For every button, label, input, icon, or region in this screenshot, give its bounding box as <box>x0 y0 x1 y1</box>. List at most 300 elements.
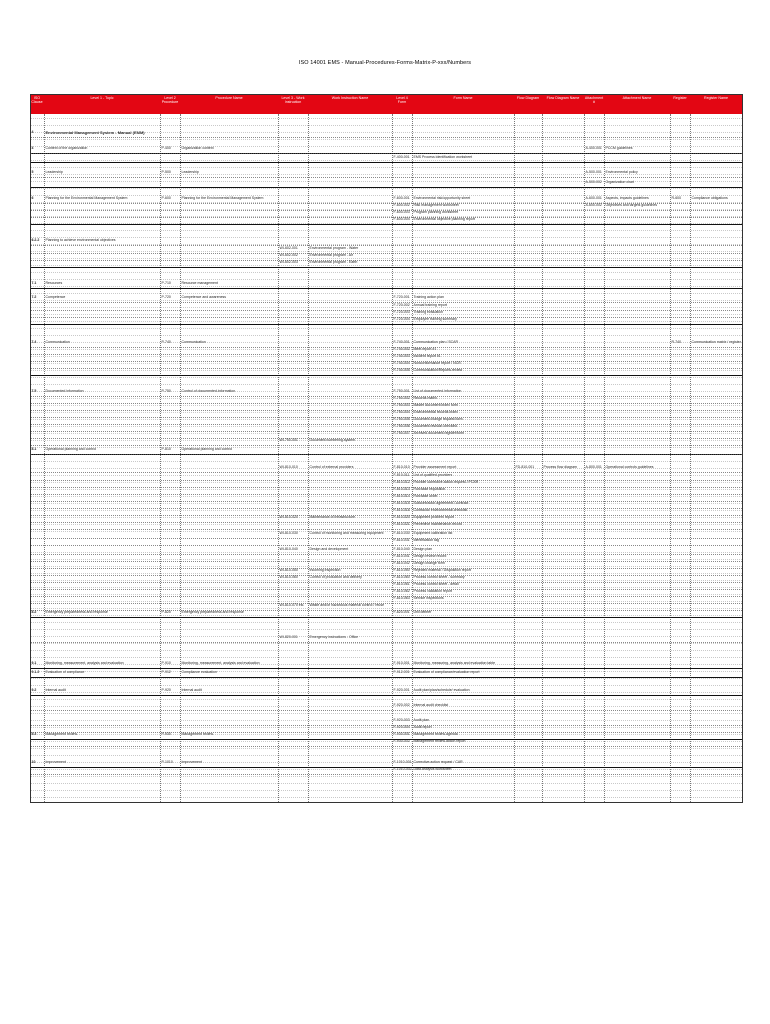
cell-formname: Master document index form <box>413 403 458 407</box>
table-row <box>30 196 742 202</box>
cell-level1: Internal audit <box>45 688 66 692</box>
cell-register: R-740 <box>671 340 682 344</box>
cell-level1: Operational planning and control <box>45 447 97 451</box>
grid-row-line <box>30 734 742 735</box>
cell-level2: P-600 <box>161 196 171 200</box>
cell-attachname: Objectives and targets guidelines <box>605 203 658 207</box>
cell-level4: F-720-001 <box>393 295 410 299</box>
grid-row-line <box>30 293 742 294</box>
grid-row-line <box>30 517 742 518</box>
header-procname: Procedure Name <box>215 96 243 100</box>
grid-row-line <box>30 657 742 658</box>
cell-level2: P-810 <box>161 447 171 451</box>
grid-row-line <box>30 566 742 567</box>
header-level2: Level 2 Procedure <box>161 96 179 105</box>
cell-procname: Improvement <box>181 760 202 764</box>
cell-level3: WI-810-020 <box>279 515 298 519</box>
grid-row-line <box>30 349 742 350</box>
grid-row-line <box>30 748 742 749</box>
cell-clause: 4 <box>31 130 34 134</box>
cell-clause: 6.2.2 <box>31 238 40 242</box>
grid-row-line <box>30 524 742 525</box>
cell-level2: P-1010 <box>161 760 173 764</box>
cell-level2: P-740 <box>161 340 171 344</box>
header-clause: ISO Clause <box>31 96 43 105</box>
cell-formname: Archived document register/form <box>413 431 465 435</box>
grid-row-line <box>30 587 742 588</box>
grid-row-line <box>30 398 742 399</box>
cell-level1: Planning to achieve environmental objectives <box>45 238 116 242</box>
cell-formname: Process control sheet - summary <box>413 575 465 579</box>
cell-level4: F-740-005 <box>393 368 410 372</box>
cell-attachname: Aspects, impacts guidelines <box>605 196 649 200</box>
cell-level3: WI-810-010 <box>279 465 298 469</box>
cell-level4: F-600-004 <box>393 217 410 221</box>
cell-level3: WI-602-002 <box>279 253 298 257</box>
cell-level4: F-750-007 <box>393 431 410 435</box>
row-divider <box>30 324 742 325</box>
cell-formname: Audit report <box>413 725 432 729</box>
cell-level4: F-810-060 <box>393 575 410 579</box>
cell-formname: Identification tag <box>413 538 439 542</box>
cell-level1: Evaluation of compliance <box>45 670 85 674</box>
grid-row-line <box>30 594 742 595</box>
row-divider <box>30 288 742 289</box>
grid-row-line <box>30 125 742 126</box>
cell-level3: WI-820-001 <box>279 635 298 639</box>
grid-row-line <box>30 202 742 203</box>
cell-level4: F-810-021 <box>393 522 410 526</box>
header-winame: Work Instruction Name <box>331 96 369 100</box>
grid-row-line <box>30 265 742 266</box>
cell-winame: Maintenance of Infrastructure <box>309 515 356 519</box>
cell-formname: Preventive maintenance record <box>413 522 462 526</box>
grid-row-line <box>30 391 742 392</box>
cell-formname: Management review agenda <box>413 732 458 736</box>
cell-formname: Purchase requisition <box>413 487 446 491</box>
cell-formname: Design plan <box>413 547 432 551</box>
grid-row-line <box>30 797 742 798</box>
cell-winame: Control of monitoring and measuring equipment <box>309 531 384 535</box>
cell-level4: F-912-001 <box>393 670 410 674</box>
grid-row-line <box>30 720 742 721</box>
grid-row-line <box>30 335 742 336</box>
grid-row-line <box>30 216 742 217</box>
grid-row-line <box>30 755 742 756</box>
grid-row-line <box>30 489 742 490</box>
cell-winame: Control of production and delivery <box>309 575 362 579</box>
grid-row-line <box>30 426 742 427</box>
cell-formname: Environmental risk/opportunity sheet <box>413 196 471 200</box>
grid-row-line <box>30 328 742 329</box>
cell-attach: A-600-001 <box>585 196 602 200</box>
grid-row-line <box>30 692 742 693</box>
cell-level4: F-920-001 <box>393 688 410 692</box>
cell-level4: F-810-011 <box>393 473 410 477</box>
cell-procname: Monitoring, measurement, analysis and evaluation <box>181 661 260 665</box>
cell-formname: Design review record <box>413 554 447 558</box>
cell-level4: F-810-063 <box>393 596 410 600</box>
cell-level4: F-810-061 <box>393 582 410 586</box>
table-row <box>30 238 742 244</box>
cell-level4: F-810-030 <box>393 531 410 535</box>
grid-row-line <box>30 363 742 364</box>
cell-formname: Contractor environmental checklist <box>413 508 468 512</box>
cell-formname: Communication plan / SCAR <box>413 340 459 344</box>
cell-level4: F-750-003 <box>393 403 410 407</box>
cell-procname: Organization context <box>181 146 214 150</box>
cell-level4: F-810-050 <box>393 568 410 572</box>
cell-level3: WI-810-030 <box>279 531 298 535</box>
grid-row-line <box>30 321 742 322</box>
cell-level4: F-1010-001 <box>393 760 412 764</box>
cell-clause: 4 <box>31 146 34 150</box>
cell-level2: P-400 <box>161 146 171 150</box>
cell-formname: Incident report #1 <box>413 354 441 358</box>
cell-level4: F-810-042 <box>393 561 410 565</box>
grid-row-line <box>30 377 742 378</box>
grid-row-line <box>30 384 742 385</box>
cell-clause: 9.1.2 <box>31 670 40 674</box>
grid-row-line <box>30 790 742 791</box>
cell-level1: Documented information <box>45 389 84 393</box>
cell-formname: Document revision checklist <box>413 424 457 428</box>
grid-row-line <box>30 580 742 581</box>
cell-level4: F-810-012 <box>393 480 410 484</box>
cell-procname: Planning for the Environmental Management System <box>181 196 264 200</box>
cell-formname: Provider corrective action request / PCAR <box>413 480 479 484</box>
cell-formname: Provider assessment report <box>413 465 457 469</box>
cell-formname: Equipment problem report <box>413 515 454 519</box>
cell-attachname: Environmental policy <box>605 170 638 174</box>
cell-level1: Improvement <box>45 760 66 764</box>
grid-row-line <box>30 496 742 497</box>
grid-row-line <box>30 188 742 189</box>
grid-row-line <box>30 643 742 644</box>
cell-clause: 10 <box>31 760 36 764</box>
cell-winame: Control of external providers <box>309 465 354 469</box>
header-level1: Level 1 - Topic <box>90 96 114 100</box>
grid-row-line <box>30 573 742 574</box>
grid-row-line <box>30 370 742 371</box>
cell-clause: 7.5 <box>31 389 37 393</box>
cell-formname: Training action plan <box>413 295 444 299</box>
cell-attach: A-600-002 <box>585 203 602 207</box>
cell-formname: Corrective action request / CAR <box>413 760 463 764</box>
cell-procname: Resource management <box>181 281 218 285</box>
cell-clause: 9.1 <box>31 661 37 665</box>
cell-clause: 8.1 <box>31 447 37 451</box>
cell-formname: Audit plan <box>413 718 430 722</box>
header-regname: Register Name <box>704 96 728 100</box>
grid-row-line <box>30 636 742 637</box>
cell-clause: 5 <box>31 170 34 174</box>
cell-level1: Environmental Management System - Manual (EMM) <box>45 130 145 135</box>
header-register: Register <box>673 96 687 100</box>
grid-row-line <box>30 181 742 182</box>
document-title: ISO 14001 EMS - Manual-Procedures-Forms-Matrix-P-xxx/Numbers <box>298 60 472 66</box>
cell-clause: 7.4 <box>31 340 37 344</box>
cell-level4: F-720-004 <box>393 317 410 321</box>
cell-formname: Process validation report <box>413 589 453 593</box>
table-row <box>30 217 742 223</box>
cell-level2: P-500 <box>161 170 171 174</box>
cell-procname: Operational planning and control <box>181 447 233 451</box>
grid-row-line <box>30 258 742 259</box>
grid-row-line <box>30 342 742 343</box>
cell-level4: F-1010-002 <box>393 767 412 771</box>
cell-formname: Process control sheet - detail <box>413 582 459 586</box>
cell-level1: Resources <box>45 281 63 285</box>
grid-row-line <box>30 440 742 441</box>
cell-formname: Management review action report <box>413 739 466 743</box>
cell-formname: Evaluation of compliance/evaluation report <box>413 670 480 674</box>
cell-formname: Design change form <box>413 561 445 565</box>
grid-row-line <box>30 433 742 434</box>
grid-row-line <box>30 279 742 280</box>
cell-flow: FD-810-001 <box>515 465 535 469</box>
row-divider <box>30 137 742 138</box>
cell-clause: 7.2 <box>31 295 37 299</box>
grid-row-line <box>30 741 742 742</box>
cell-level2: P-720 <box>161 295 171 299</box>
cell-level1: Management review <box>45 732 78 736</box>
grid-row-line <box>30 314 742 315</box>
cell-attach: A-400-001 <box>585 146 602 150</box>
grid-row-line <box>30 237 742 238</box>
cell-procname: Emergency preparedness and response <box>181 610 244 614</box>
cell-clause: 6 <box>31 196 34 200</box>
cell-level4: F-720-002 <box>393 303 410 307</box>
grid-row-line <box>30 132 742 133</box>
grid-row-line <box>30 139 742 140</box>
grid-row-line <box>30 545 742 546</box>
cell-procname: Management review <box>181 732 214 736</box>
grid-row-line <box>30 356 742 357</box>
header-row <box>30 94 742 114</box>
grid-row-line <box>30 160 742 161</box>
cell-level2: P-710 <box>161 281 171 285</box>
cell-attach: A-800-001 <box>585 465 602 469</box>
row-divider <box>30 529 742 530</box>
cell-formname: Communication/Reports review <box>413 368 463 372</box>
cell-attachname: PCCM guidelines <box>605 146 633 150</box>
cell-level1: Monitoring, measurement, analysis and evaluation <box>45 661 124 665</box>
cell-level1: Competence <box>45 295 66 299</box>
cell-formname: Audit plan/plan/schedule/ evaluation <box>413 688 470 692</box>
grid-row-line <box>30 153 742 154</box>
cell-formname: Meet report #1 <box>413 347 437 351</box>
header-level4: Level 4 Form <box>396 96 408 105</box>
grid-row-line <box>30 706 742 707</box>
cell-formname: Purchase order <box>413 494 438 498</box>
cell-winame: Design and development <box>309 547 349 551</box>
grid-row-line <box>30 307 742 308</box>
cell-level3: WI-810-050 <box>279 568 298 572</box>
grid-row-line <box>30 286 742 287</box>
cell-winame: Emergency instructions - Office <box>309 635 359 639</box>
cell-formname: Data analysis worksheet <box>413 767 452 771</box>
grid-row-line <box>30 629 742 630</box>
row-divider <box>30 746 742 747</box>
cell-attach: A-500-002 <box>585 180 602 184</box>
grid-row-line <box>30 762 742 763</box>
cell-level4: F-810-016 <box>393 508 410 512</box>
cell-level4: F-400-001 <box>393 155 410 159</box>
grid-row-line <box>30 538 742 539</box>
cell-formname: Environmental objective planning report <box>413 217 475 221</box>
cell-formname: Program planning worksheet <box>413 210 459 214</box>
grid-row-line <box>30 209 742 210</box>
header-formname: Form Name <box>453 96 473 100</box>
grid-row-line <box>30 671 742 672</box>
grid-row-line <box>30 461 742 462</box>
header-attachname: Attachment Name <box>622 96 652 100</box>
cell-level3: WI-810-070 etc. <box>279 603 305 607</box>
grid-row-line <box>30 412 742 413</box>
row-divider <box>30 617 742 618</box>
grid-row-line <box>30 419 742 420</box>
cell-level4: F-820-001 <box>393 610 410 614</box>
cell-procname: Internal audit <box>181 688 202 692</box>
grid-row-line <box>30 510 742 511</box>
grid-row-line <box>30 223 742 224</box>
cell-winame: Environmental program - Air <box>309 253 354 257</box>
row-divider <box>30 695 742 696</box>
row-divider <box>30 668 742 669</box>
cell-level4: F-720-003 <box>393 310 410 314</box>
cell-formname: Rejected material / Disposition report <box>413 568 471 572</box>
cell-level2: P-750 <box>161 389 171 393</box>
cell-formname: Subcontractor agreement / contract <box>413 501 469 505</box>
header-level3: Level 3 - Work Instruction <box>281 96 305 105</box>
grid-row-line <box>30 531 742 532</box>
row-divider <box>30 162 742 163</box>
grid-row-line <box>30 776 742 777</box>
grid-row-line <box>30 650 742 651</box>
grid-row-line <box>30 244 742 245</box>
grid-row-line <box>30 699 742 700</box>
cell-level2: P-920 <box>161 688 171 692</box>
grid-row-line <box>30 601 742 602</box>
grid-row-line <box>30 454 742 455</box>
cell-level4: F-600-003 <box>393 210 410 214</box>
cell-clause: 9.3 <box>31 732 37 736</box>
cell-level3: WI-602-003 <box>279 260 298 264</box>
grid-row-line <box>30 664 742 665</box>
cell-level2: P-912 <box>161 670 171 674</box>
cell-attachname: Operational controls guidelines <box>605 465 654 469</box>
cell-level4: F-600-002 <box>393 203 410 207</box>
cell-level4: F-810-040 <box>393 547 410 551</box>
cell-formname: Monitoring, measuring, analysis and evaluation table <box>413 661 496 665</box>
grid-row-line <box>30 685 742 686</box>
grid-row-line <box>30 167 742 168</box>
cell-level4: F-750-005 <box>393 417 410 421</box>
cell-regname: Communication matrix / register <box>691 340 741 344</box>
cell-procname: Competence and awareness <box>181 295 227 299</box>
cell-level4: F-750-002 <box>393 396 410 400</box>
cell-level3: WI-810-040 <box>279 547 298 551</box>
cell-level4: F-810-014 <box>393 494 410 498</box>
cell-level3: WI-810-060 <box>279 575 298 579</box>
cell-level4: F-810-013 <box>393 487 410 491</box>
table-row <box>30 203 742 209</box>
cell-level1: Leadership <box>45 170 63 174</box>
cell-formname: Environmental records index <box>413 410 458 414</box>
grid-row-line <box>30 146 742 147</box>
grid-row-line <box>30 713 742 714</box>
cell-formname: List of documented information <box>413 389 462 393</box>
cell-level4: F-740-001 <box>393 340 410 344</box>
cell-flowname: Process flow diagram <box>543 465 577 469</box>
grid-row-line <box>30 552 742 553</box>
matrix-sheet <box>30 94 742 802</box>
cell-level4: F-930-001 <box>393 732 410 736</box>
cell-procname: Compliance evaluation <box>181 670 217 674</box>
cell-level4: F-810-020 <box>393 515 410 519</box>
cell-procname: Control of documented information <box>181 389 236 393</box>
grid-row-line <box>30 482 742 483</box>
cell-clause: 7.1 <box>31 281 37 285</box>
row-divider <box>30 774 742 775</box>
cell-level4: F-930-002 <box>393 739 410 743</box>
cell-level1: Emergency preparedness and response <box>45 610 108 614</box>
header-attach: Attachment # <box>584 96 604 105</box>
header-flowname: Flow Diagram Name <box>546 96 580 100</box>
row-divider <box>30 445 742 446</box>
cell-level4: F-920-003 <box>393 718 410 722</box>
table-row <box>30 210 742 216</box>
cell-formname: List of qualified providers <box>413 473 453 477</box>
cell-winame: Waste and/or hazardous material control / reuse <box>309 603 385 607</box>
cell-level4: F-750-006 <box>393 424 410 428</box>
cell-level4: F-740-002 <box>393 347 410 351</box>
cell-formname: Document change request form <box>413 417 463 421</box>
row-divider <box>30 375 742 376</box>
cell-level4: F-910-001 <box>393 661 410 665</box>
cell-level4: F-750-001 <box>393 389 410 393</box>
row-divider <box>30 267 742 268</box>
cell-formname: Equipment calibration list <box>413 531 453 535</box>
cell-formname: Annual training report <box>413 303 447 307</box>
grid-row-line <box>30 559 742 560</box>
grid-row-line <box>30 118 742 119</box>
cell-clause: 8.2 <box>31 610 37 614</box>
cell-level2: P-910 <box>161 661 171 665</box>
cell-level4: F-740-003 <box>393 354 410 358</box>
grid-row-line <box>30 195 742 196</box>
grid-row-line <box>30 174 742 175</box>
cell-clause: 9.2 <box>31 688 37 692</box>
cell-level1: Context of the organization <box>45 146 88 150</box>
grid-row-line <box>30 727 742 728</box>
grid-row-line <box>30 251 742 252</box>
cell-attach: A-500-001 <box>585 170 602 174</box>
cell-formname: Internal audit checklist <box>413 703 449 707</box>
cell-level1: Communication <box>45 340 70 344</box>
grid-row-line <box>30 608 742 609</box>
row-divider <box>30 710 742 711</box>
cell-winame: Environmental program - Earth <box>309 260 358 264</box>
cell-level4: F-810-062 <box>393 589 410 593</box>
cell-level4: F-810-010 <box>393 465 410 469</box>
cell-level4: F-740-004 <box>393 361 410 365</box>
cell-regname: Compliance obligations <box>691 196 728 200</box>
cell-level3: WI-602-001 <box>279 246 298 250</box>
cell-level4: F-750-004 <box>393 410 410 414</box>
cell-level4: F-810-015 <box>393 501 410 505</box>
